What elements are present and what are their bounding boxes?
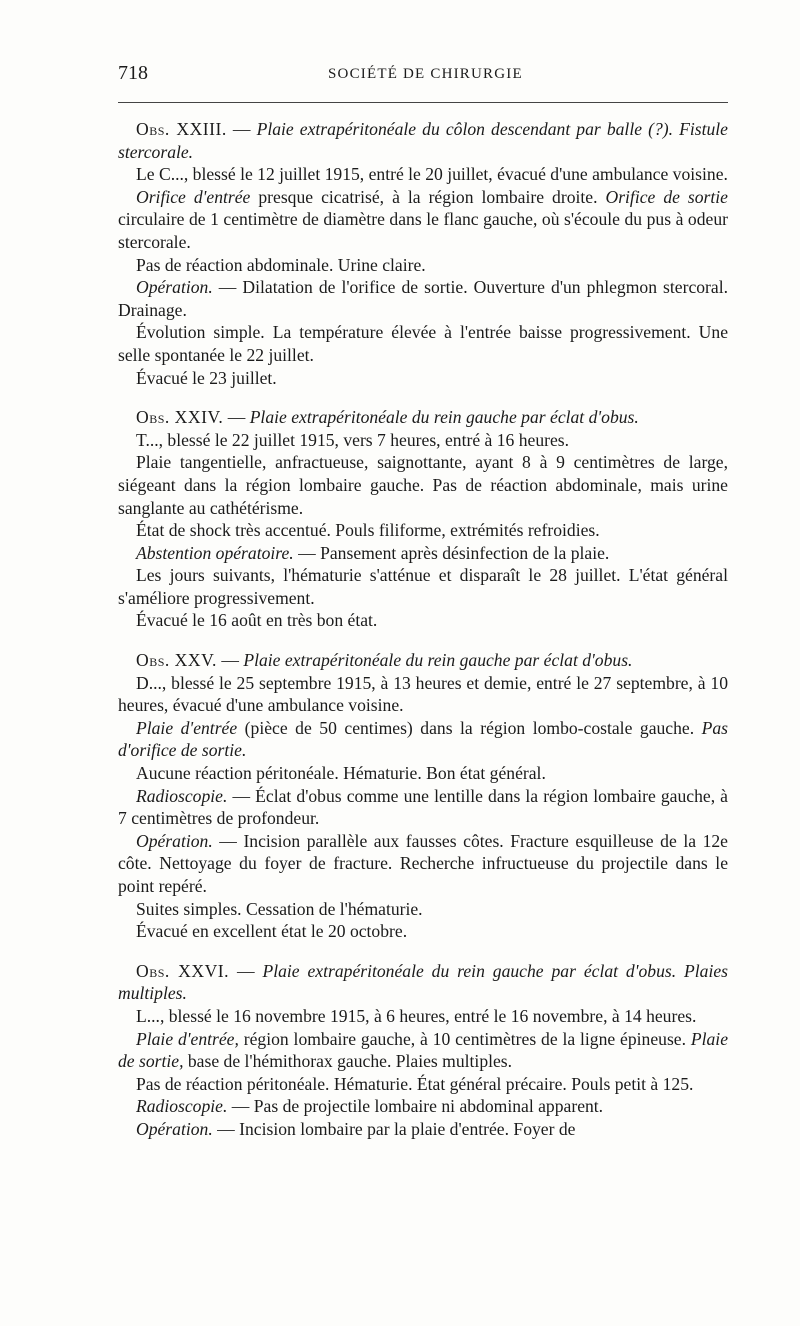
running-title: SOCIÉTÉ DE CHIRURGIE xyxy=(328,66,523,82)
text-run: Évacué le 16 août en très bon état. xyxy=(136,610,378,631)
observation-heading: Obs. XXIII. — Plaie extrapéritonéale du côlon descendant par balle (?). Fistule stercorale. xyxy=(118,119,728,162)
observation-paragraph xyxy=(118,920,728,943)
observation-paragraph xyxy=(118,1005,728,1028)
observation-paragraph xyxy=(118,321,728,366)
text-run: État de shock très accentué. Pouls filiforme, extrémités refroidies. xyxy=(136,520,600,541)
text-run: Plaie tangentielle, anfractueuse, saignottante, ayant 8 à 9 centimètres de large, siégeant dans la région lombaire gauche. Pas de réaction abdominale, mais urine sanglante au cathétérisme. xyxy=(118,452,728,518)
observation-paragraph xyxy=(118,367,728,390)
italic-run: Orifice d'entrée xyxy=(136,186,251,207)
italic-run: Plaie d'entrée, xyxy=(136,1028,239,1049)
text-run: Aucune réaction péritonéale. Hématurie. Bon état général. xyxy=(136,763,546,784)
observation-section xyxy=(118,118,728,389)
observation-title: Plaie extrapéritonéale du rein gauche par éclat d'obus. xyxy=(243,650,633,671)
page-header xyxy=(118,62,728,92)
text-run: — Dilatation de l'orifice de sortie. Ouverture d'un phlegmon stercoral. Drainage. xyxy=(118,277,728,320)
observation-paragraph xyxy=(118,762,728,785)
italic-run: Pas d'orifice de sortie. xyxy=(118,717,729,761)
observation-paragraph xyxy=(118,672,728,717)
italic-run: Radioscopie. xyxy=(136,1096,228,1117)
observation-paragraph xyxy=(118,609,728,632)
text-run: — Pansement après désinfection de la plaie. xyxy=(293,542,610,563)
observation-paragraph xyxy=(118,451,728,519)
text-run: — Éclat d'obus comme une lentille dans la région lombaire gauche, à 7 centimètres de profondeur. xyxy=(118,785,728,829)
italic-run: Plaie de sortie, xyxy=(118,1028,729,1072)
page-number: 718 xyxy=(118,62,148,84)
text-run: L..., blessé le 16 novembre 1915, à 6 heures, entré le 16 novembre, à 14 heures. xyxy=(136,1005,697,1026)
text-run: circulaire de 1 centimètre de diamètre dans le flanc gauche, où s'écoule du pus à odeur stercorale. xyxy=(118,209,728,252)
italic-run: Plaie d'entrée xyxy=(136,717,238,738)
observation-paragraph xyxy=(118,1073,728,1096)
text-run: presque cicatrisé, à la région lombaire droite. xyxy=(250,186,606,207)
text-run: Évacué le 23 juillet. xyxy=(136,367,277,388)
observation-label: Obs. XXV. xyxy=(136,650,217,671)
text-run: — Pas de projectile lombaire ni abdominal apparent. xyxy=(227,1096,604,1117)
text-run: Pas de réaction abdominale. Urine claire. xyxy=(136,254,426,275)
observation-paragraph xyxy=(118,276,728,321)
text-run: Pas de réaction péritonéale. Hématurie. État général précaire. Pouls petit à 125. xyxy=(136,1073,694,1094)
observation-heading: Obs. XXV. — Plaie extrapéritonéale du rein gauche par éclat d'obus. xyxy=(136,650,633,671)
italic-run: Opération. xyxy=(136,830,213,851)
observation-section xyxy=(118,649,728,943)
observation-section xyxy=(118,406,728,632)
observation-label: Obs. XXIV. xyxy=(136,407,224,428)
observation-paragraph xyxy=(118,1118,728,1141)
observation-paragraph xyxy=(118,186,728,254)
observation-paragraph xyxy=(118,1095,728,1118)
observation-paragraph xyxy=(118,717,728,762)
observation-title: Plaie extrapéritonéale du rein gauche par éclat d'obus. Plaies multiples. xyxy=(118,960,728,1004)
header-rule xyxy=(118,102,728,103)
observation-label: Obs. XXVI. xyxy=(136,960,230,981)
observation-paragraph xyxy=(118,564,728,609)
observation-paragraph xyxy=(118,519,728,542)
text-run: région lombaire gauche, à 10 centimètres de la ligne épineuse. xyxy=(238,1028,691,1049)
italic-run: Radioscopie. xyxy=(136,785,228,806)
text-run: — Incision parallèle aux fausses côtes. Fracture esquilleuse de la 12e côte. Nettoyage du foyer de fracture. Recherche infructueuse du projectile dans le point repéré. xyxy=(118,830,728,896)
observation-paragraph xyxy=(118,163,728,186)
observation-paragraph xyxy=(118,898,728,921)
observation-paragraph xyxy=(118,542,728,565)
text-run: Évacué en excellent état le 20 octobre. xyxy=(136,921,408,942)
text-run: Suites simples. Cessation de l'hématurie. xyxy=(136,898,423,919)
text-run: T..., blessé le 22 juillet 1915, vers 7 heures, entré à 16 heures. xyxy=(136,429,570,450)
observation-section xyxy=(118,960,728,1141)
observation-title: Plaie extrapéritonéale du rein gauche par éclat d'obus. xyxy=(249,407,639,428)
italic-run: Opération. xyxy=(136,1118,213,1139)
text-run: D..., blessé le 25 septembre 1915, à 13 heures et demie, entré le 27 septembre, à 10 heures, évacué d'une ambulance voisine. xyxy=(118,672,728,716)
observation-paragraph xyxy=(118,785,728,830)
text-run: Le C..., blessé le 12 juillet 1915, entré le 20 juillet, évacué d'une ambulance voisine. xyxy=(136,164,728,185)
observation-paragraph xyxy=(118,254,728,277)
italic-run: Abstention opératoire. xyxy=(136,542,294,563)
observation-heading: Obs. XXVI. — Plaie extrapéritonéale du rein gauche par éclat d'obus. Plaies multiples. xyxy=(118,960,728,1004)
text-run: (pièce de 50 centimes) dans la région lombo-costale gauche. xyxy=(237,717,702,738)
text-run: Évolution simple. La température élevée à l'entrée baisse progressivement. Une selle spontanée le 22 juillet. xyxy=(118,322,728,365)
observation-paragraph xyxy=(118,429,728,452)
observation-paragraph xyxy=(118,1028,728,1073)
document-body xyxy=(118,118,728,1141)
text-run: base de l'hémithorax gauche. Plaies multiples. xyxy=(183,1051,513,1072)
observation-heading: Obs. XXIV. — Plaie extrapéritonéale du rein gauche par éclat d'obus. xyxy=(136,407,639,428)
italic-run: Orifice de sortie xyxy=(605,186,728,207)
text-run: Les jours suivants, l'hématurie s'atténue et disparaît le 28 juillet. L'état général s'améliore progressivement. xyxy=(118,565,728,608)
observation-title: Plaie extrapéritonéale du côlon descendant par balle (?). Fistule stercorale. xyxy=(118,119,728,162)
observation-label: Obs. XXIII. xyxy=(136,119,227,139)
italic-run: Opération. xyxy=(136,277,213,298)
observation-paragraph xyxy=(118,830,728,898)
text-run: — Incision lombaire par la plaie d'entrée. Foyer de xyxy=(212,1118,576,1139)
